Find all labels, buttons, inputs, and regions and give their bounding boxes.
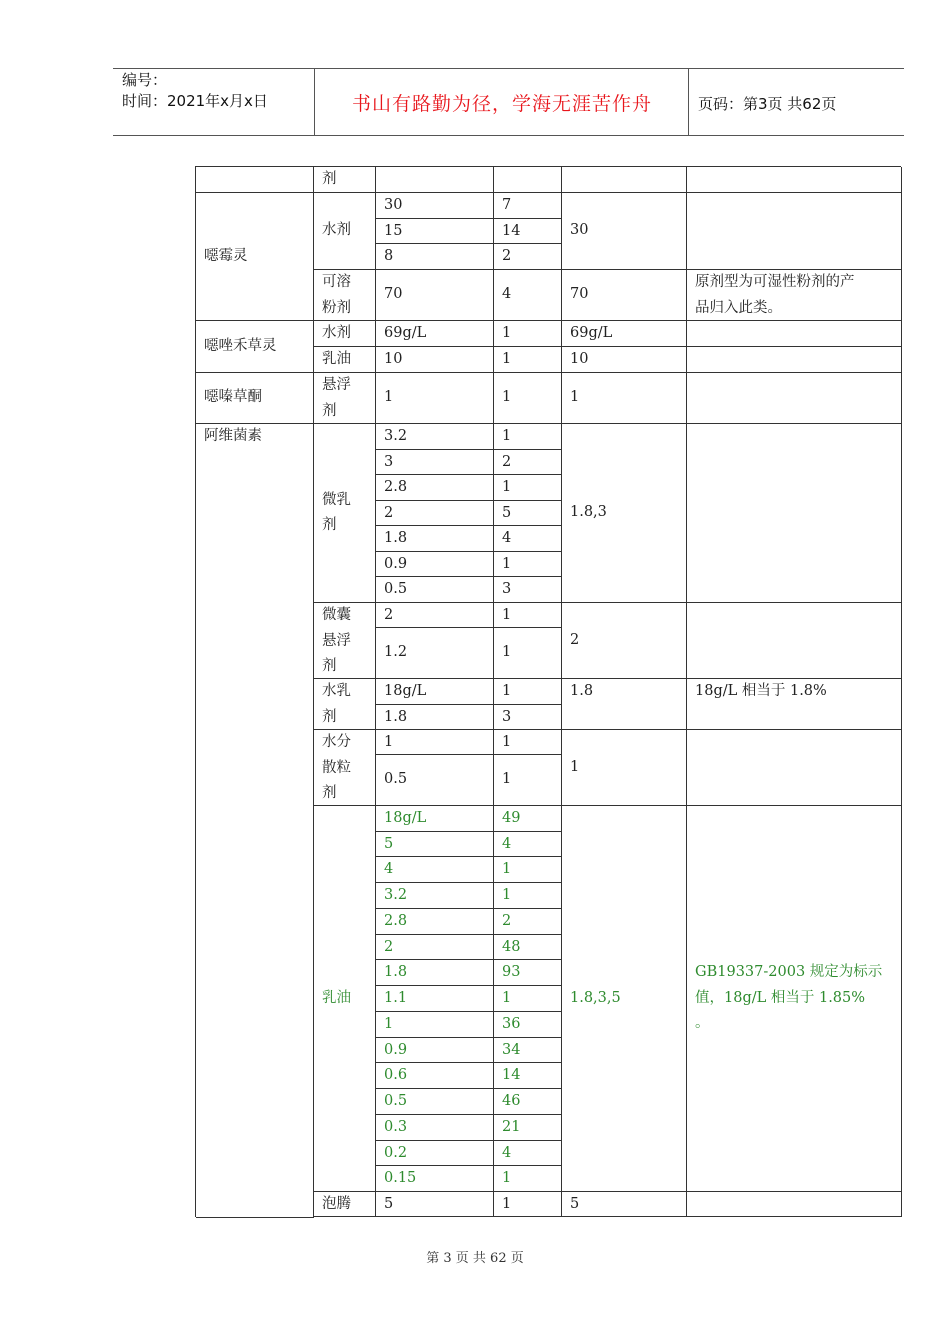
conc-cell: 2.8	[376, 475, 494, 501]
note-cell	[687, 193, 902, 270]
pesticide-name: 阿维菌素	[196, 424, 314, 1218]
conc-cell: 0.5	[376, 577, 494, 603]
conc-cell: 10	[376, 347, 494, 373]
count-cell: 49	[494, 806, 562, 832]
note-cell	[687, 730, 902, 806]
std-cell: 1.8	[562, 679, 687, 730]
conc-cell: 0.5	[376, 755, 494, 806]
count-cell: 1	[494, 883, 562, 909]
conc-cell: 0.15	[376, 1166, 494, 1192]
form-cell: 水剂	[314, 193, 376, 270]
header-divider	[688, 68, 689, 136]
conc-cell: 0.2	[376, 1141, 494, 1166]
conc-cell: 0.3	[376, 1115, 494, 1141]
page-info: 页码：第3页 共62页	[698, 95, 837, 113]
note-cell: 18g/L 相当于 1.8%	[687, 679, 902, 730]
pesticide-table	[195, 166, 901, 1217]
conc-cell: 70	[376, 270, 494, 321]
count-cell: 1	[494, 679, 562, 705]
count-cell: 2	[494, 244, 562, 270]
std-cell: 2	[562, 603, 687, 679]
count-cell: 4	[494, 270, 562, 321]
count-cell: 48	[494, 935, 562, 960]
std-cell: 5	[562, 1192, 687, 1217]
conc-cell: 69g/L	[376, 321, 494, 347]
note-cell	[687, 424, 902, 603]
count-cell: 1	[494, 628, 562, 679]
count-cell: 46	[494, 1089, 562, 1115]
conc-cell: 3	[376, 450, 494, 475]
count-cell: 1	[494, 603, 562, 628]
count-cell: 5	[494, 501, 562, 526]
count-cell: 21	[494, 1115, 562, 1141]
count-cell: 1	[494, 755, 562, 806]
conc-cell: 1.8	[376, 705, 494, 730]
conc-cell: 0.5	[376, 1089, 494, 1115]
table-cell	[376, 167, 494, 193]
count-cell: 1	[494, 373, 562, 424]
count-cell: 14	[494, 1063, 562, 1089]
form-cell: 水剂	[314, 321, 376, 347]
table-cell	[196, 167, 314, 193]
form-cell: 泡腾	[314, 1192, 376, 1217]
conc-cell: 8	[376, 244, 494, 270]
count-cell: 1	[494, 730, 562, 755]
conc-cell: 1.8	[376, 526, 494, 552]
form-cell: 剂	[314, 167, 376, 193]
count-cell: 1	[494, 552, 562, 577]
pesticide-name: 噁霉灵	[196, 193, 314, 321]
std-cell: 1.8,3	[562, 424, 687, 603]
std-cell: 1	[562, 373, 687, 424]
conc-cell: 5	[376, 1192, 494, 1217]
conc-cell: 15	[376, 219, 494, 244]
conc-cell: 0.9	[376, 552, 494, 577]
form-cell: 乳油	[314, 806, 376, 1192]
count-cell: 36	[494, 1012, 562, 1038]
note-cell	[687, 1192, 902, 1217]
header-divider	[314, 68, 315, 136]
conc-cell: 18g/L	[376, 806, 494, 832]
note-cell	[687, 373, 902, 424]
std-cell: 70	[562, 270, 687, 321]
conc-cell: 30	[376, 193, 494, 219]
conc-cell: 1	[376, 1012, 494, 1038]
count-cell: 1	[494, 347, 562, 373]
conc-cell: 2.8	[376, 909, 494, 935]
count-cell: 93	[494, 960, 562, 986]
note-cell: GB19337-2003 规定为标示 值，18g/L 相当于 1.85% 。	[687, 806, 902, 1192]
count-cell: 4	[494, 526, 562, 552]
std-cell: 69g/L	[562, 321, 687, 347]
count-cell: 2	[494, 909, 562, 935]
table-cell	[687, 167, 902, 193]
form-cell: 微囊 悬浮 剂	[314, 603, 376, 679]
form-cell: 可溶 粉剂	[314, 270, 376, 321]
number-label: 编号：	[122, 71, 168, 89]
header-motto: 书山有路勤为径，学海无涯苦作舟	[351, 93, 652, 115]
count-cell: 4	[494, 1141, 562, 1166]
note-cell: 原剂型为可湿性粉剂的产 品归入此类。	[687, 270, 902, 321]
header-bottom-rule	[113, 135, 904, 136]
conc-cell: 1.2	[376, 628, 494, 679]
std-cell: 1	[562, 730, 687, 806]
count-cell: 1	[494, 857, 562, 883]
conc-cell: 2	[376, 935, 494, 960]
count-cell: 2	[494, 450, 562, 475]
conc-cell: 1	[376, 730, 494, 755]
conc-cell: 5	[376, 832, 494, 857]
pesticide-name: 噁唑禾草灵	[196, 321, 314, 373]
form-cell: 微乳 剂	[314, 424, 376, 603]
note-cell	[687, 347, 902, 373]
count-cell: 34	[494, 1038, 562, 1063]
time-label: 时间：2021年x月x日	[122, 92, 268, 110]
form-cell: 水分 散粒 剂	[314, 730, 376, 806]
count-cell: 1	[494, 986, 562, 1012]
count-cell: 1	[494, 424, 562, 450]
count-cell: 3	[494, 577, 562, 603]
std-cell: 30	[562, 193, 687, 270]
conc-cell: 0.9	[376, 1038, 494, 1063]
count-cell: 1	[494, 1192, 562, 1217]
conc-cell: 3.2	[376, 883, 494, 909]
note-cell	[687, 603, 902, 679]
conc-cell: 18g/L	[376, 679, 494, 705]
count-cell: 7	[494, 193, 562, 219]
count-cell: 3	[494, 705, 562, 730]
table-cell	[494, 167, 562, 193]
form-cell: 悬浮 剂	[314, 373, 376, 424]
conc-cell: 1.1	[376, 986, 494, 1012]
note-cell	[687, 321, 902, 347]
conc-cell: 2	[376, 501, 494, 526]
count-cell: 1	[494, 321, 562, 347]
conc-cell: 2	[376, 603, 494, 628]
std-cell: 10	[562, 347, 687, 373]
table-cell	[562, 167, 687, 193]
count-cell: 4	[494, 832, 562, 857]
conc-cell: 1.8	[376, 960, 494, 986]
form-cell: 乳油	[314, 347, 376, 373]
header-meta	[122, 70, 268, 112]
form-cell: 水乳 剂	[314, 679, 376, 730]
std-cell: 1.8,3,5	[562, 806, 687, 1192]
conc-cell: 0.6	[376, 1063, 494, 1089]
count-cell: 14	[494, 219, 562, 244]
conc-cell: 1	[376, 373, 494, 424]
count-cell: 1	[494, 1166, 562, 1192]
count-cell: 1	[494, 475, 562, 501]
header-top-rule	[113, 68, 904, 69]
pesticide-name: 噁嗪草酮	[196, 373, 314, 424]
conc-cell: 3.2	[376, 424, 494, 450]
conc-cell: 4	[376, 857, 494, 883]
page-footer: 第 3 页 共 62 页	[426, 1251, 524, 1266]
